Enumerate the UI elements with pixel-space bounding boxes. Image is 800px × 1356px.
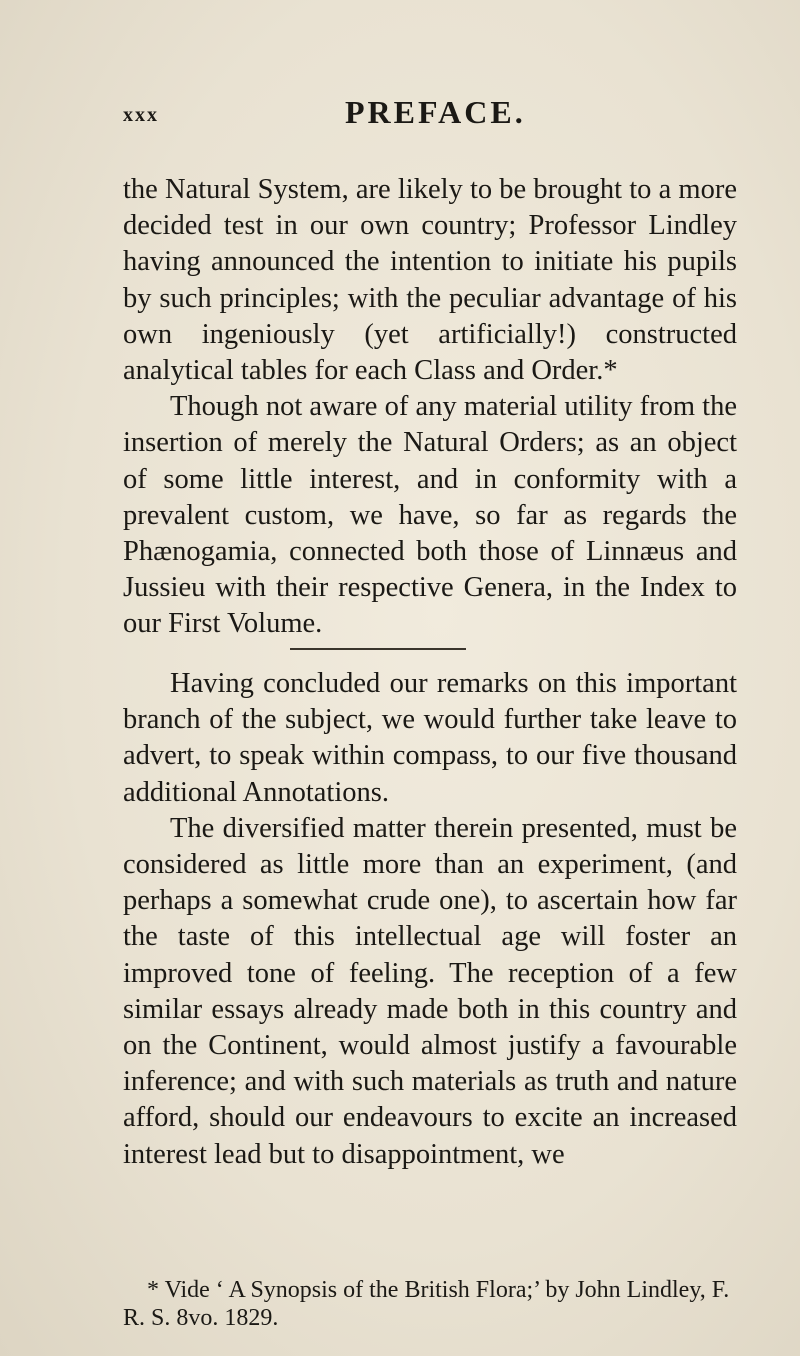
paragraph: Having concluded our remarks on this important branch of the subject, we would further take leave to advert, to speak within compass, to our five thousand additional Annotations. [123,668,737,808]
text-block-upper [123,172,737,643]
page-number: xxx [123,104,159,126]
paragraph: Though not aware of any material utility from the insertion of merely the Natural Orders; as an object of some little interest, and in conformity with a prevalent custom, we have, so far as regards the Phænogamia, connected both those of Linnæus and Jussieu with their respective Genera, in the Index to our First Volume. [123,391,737,640]
running-title: PREFACE. [345,94,526,130]
footnote: * Vide ‘ A Synopsis of the British Flora;’ by John Lindley, F. R. S. 8vo. 1829. [123,1277,730,1331]
page-header [123,94,730,140]
text-block-lower [123,666,737,1173]
paragraph: the Natural System, are likely to be brought to a more decided test in our own country; Professor Lindley having announced the intention to initiate his pupils by such principles; with the peculiar advantage of his own ingeniously (yet artificially!) constructed analytical tables for each Class and Order.* [123,174,737,387]
paragraph: The diversified matter therein presented, must be considered as little more than an experiment, (and perhaps a somewhat crude one), to ascertain how far the taste of this intellectual age will foster an improved tone of feeling. The reception of a few similar essays already made both in this country and on the Continent, would almost justify a favourable inference; and with such materials as truth and nature afford, should our endeavours to excite an increased interest lead but to disappointment, we [123,812,737,1170]
section-divider [290,648,466,650]
